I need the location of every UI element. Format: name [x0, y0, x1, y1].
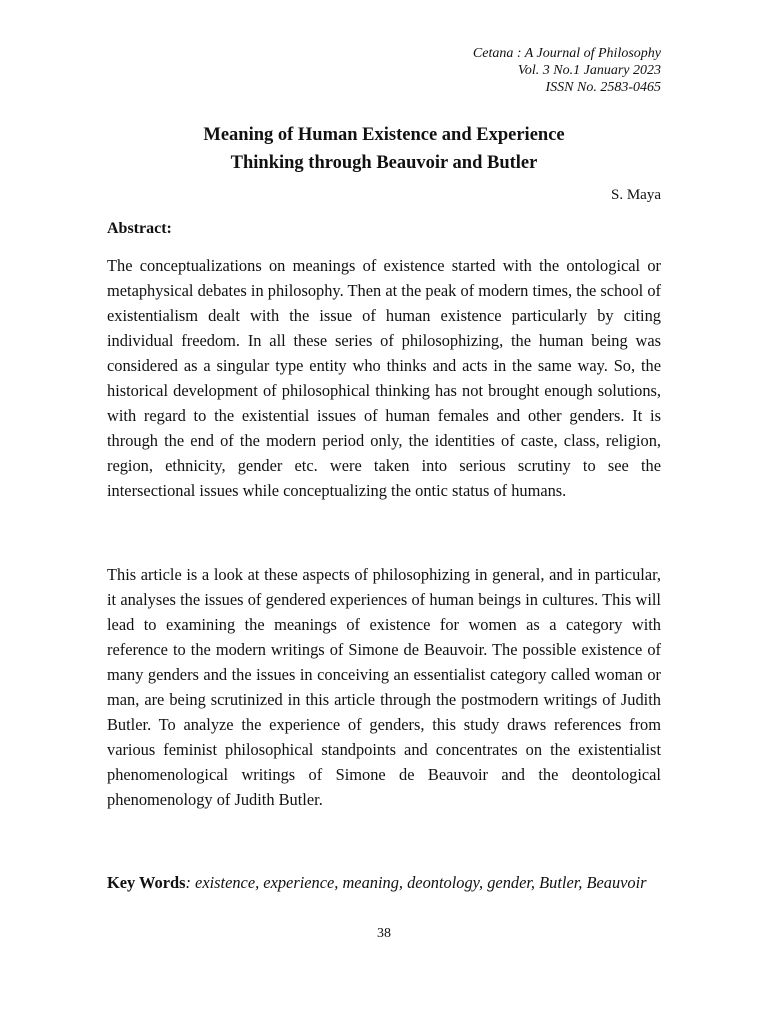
journal-name: Cetana : A Journal of Philosophy — [472, 46, 661, 61]
author-name: S. Maya — [611, 187, 661, 203]
page-number: 38 — [377, 926, 391, 941]
paper-title — [0, 121, 768, 177]
abstract-heading: Abstract: — [107, 220, 172, 237]
keywords-label: Key Words — [107, 873, 186, 892]
abstract-paragraph-2: This article is a look at these aspects of philosophizing in general, and in particular, it analyses the issues of gendered experiences of human beings in cultures. This will lead to examining the meanings of existence for women as a category with reference to the modern writings of Simone de Beauvoir. The possible existence of many genders and the issues in conceiving an essentialist category called woman or man, are being scrutinized in this article through the postmodern writings of Judith Butler. To analyze the experience of genders, this study draws references from various feminist philosophical standpoints and concentrates on the existentialist phenomenological writings of Simone de Beauvoir and the deontological phenomenology of Judith Butler. — [107, 565, 661, 809]
keywords — [107, 872, 661, 894]
journal-volume: Vol. 3 No.1 January 2023 — [517, 63, 661, 78]
keywords-separator: : — [185, 873, 191, 892]
journal-issn: ISSN No. 2583-0465 — [545, 80, 661, 95]
abstract-paragraph-1: The conceptualizations on meanings of existence started with the ontological or metaphysical debates in philosophy. Then at the peak of modern times, the school of existentialism dealt with the issue of human existence particularly by citing individual freedom. In all these series of philosophizing, the human being was considered as a singular type entity who thinks and acts in the same way. So, the historical development of philosophical thinking has not brought enough solutions, with regard to the existential issues of human females and other genders. It is through the end of the modern period only, the identities of caste, class, religion, region, ethnicity, gender etc. were taken into serious scrutiny to see the intersectional issues while conceptualizing the ontic status of humans. — [107, 256, 661, 500]
paper-title-line-1: Meaning of Human Existence and Experience — [203, 125, 565, 145]
paper-title-line-2: Thinking through Beauvoir and Butler — [230, 153, 538, 173]
journal-header — [473, 45, 661, 96]
keywords-values: existence, experience, meaning, deontology, gender, Butler, Beauvoir — [190, 873, 647, 892]
